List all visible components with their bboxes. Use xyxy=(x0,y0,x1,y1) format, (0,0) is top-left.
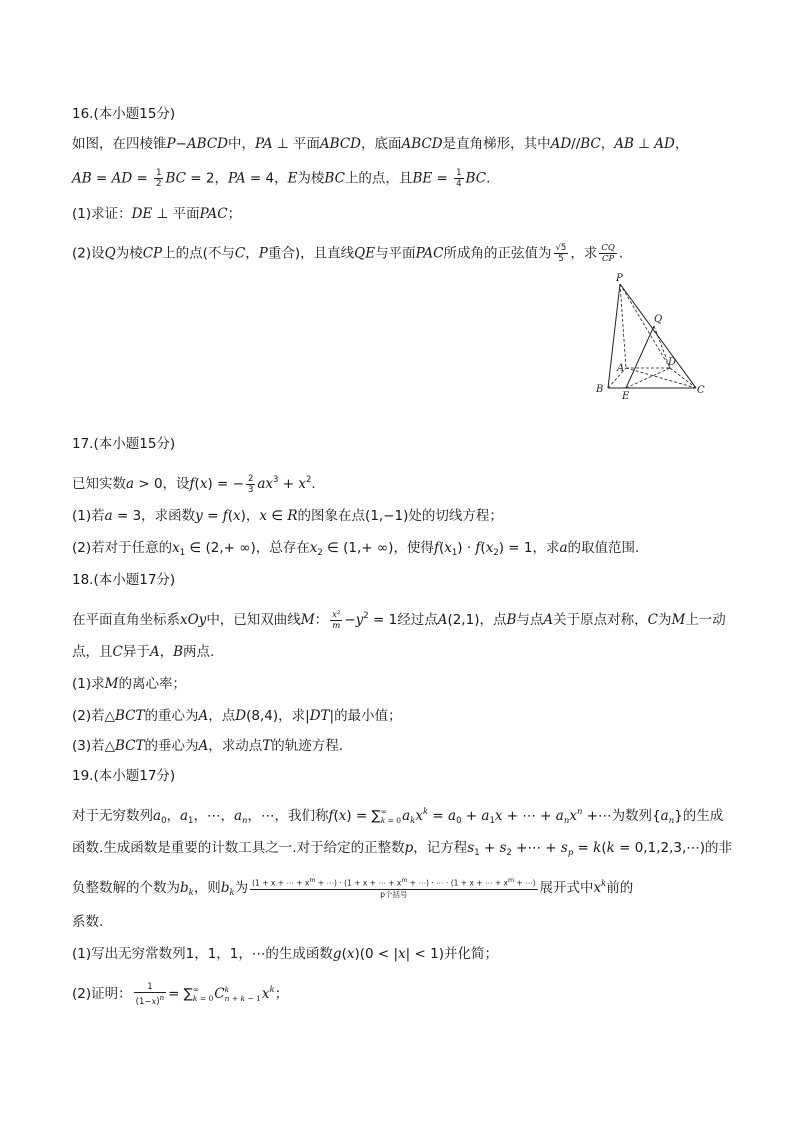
q16-part-1: (1)求证：DE ⊥ 平面PAC； xyxy=(72,206,242,222)
label-E: E xyxy=(622,391,630,402)
q16-line-2: AB = AD = $\frac{1}{2}$ BC = 2，PA = 4，E为棱BC上的点，且BE = $\frac{1}{4}$ BC. xyxy=(72,168,491,189)
q18-part-1: (1)求M的离心率； xyxy=(72,676,186,692)
q18-part-3: (3)若△BCT的垂心为A，求动点T的轨迹方程. xyxy=(72,738,344,754)
q19-line-1: 对于无穷数列$a_0$，$a_1$，⋯，$a_n$，⋯，我们称f(x) = ∑ ∞ k = 0 $a_kx^k = a_0 + a_1x$ + ⋯ + $a_nx^n$ +⋯为数列$\{a_n\}$的生成 xyxy=(72,807,724,826)
q16-part-2: (2)设Q为棱CP上的点(不与C，P重合)，且直线QE与平面PAC所成角的正弦值为 $\frac{√5}{5}$ ，求 $\frac{CQ}{CP}$ . xyxy=(72,243,624,264)
brace-product: (1 + x + ⋯ + $x^m$ + ⋯) · (1 + x + ⋯ + $x^m$ + ⋯) · ⋯ · (1 + x + ⋯ + $x^m$ + ⋯) p个括号 xyxy=(252,877,536,899)
q19-part-2: (2)证明： $\frac{1}{(1-x)^n}$ = ∑ ∞ k = 0 C k n + k − 1 $x^k$； xyxy=(72,981,289,1007)
label-C: C xyxy=(697,385,705,396)
label-Q: Q xyxy=(654,314,663,325)
q18-part-2: (2)若△BCT的重心为A，点D(8,4)，求|DT|的最小值； xyxy=(72,708,402,724)
label-B: B xyxy=(596,384,604,395)
q18-line-1: 在平面直角坐标系xOy中，已知双曲线M： $\frac{\text{x²}}{m}$ $-y^2 = 1$经过点A(2,1)，点B与点A关于原点对称，C为M上一动 xyxy=(72,609,726,631)
q19-line-2: 函数.生成函数是重要的计数工具之一.对于给定的正整数p，记方程$s_1 + s_2$ +⋯ + $s_p = k(k$ = 0,1,2,3,⋯)的非 xyxy=(72,840,733,858)
pyramid-diagram xyxy=(584,272,714,402)
q19-header: 19.(本小题17分) xyxy=(72,768,176,784)
q16-header: 16.(本小题15分) xyxy=(72,106,176,122)
q17-part-2: (2)若对于任意的$x_1$ ∈ (2,+ ∞)，总存在$x_2$ ∈ (1,+ ∞)，使得$f(x_1) \cdot f(x_2) = 1$，求a的取值范围. xyxy=(72,540,640,558)
q17-part-1: (1)若a = 3，求函数y = f(x)，x ∈ R的图象在点(1,−1)处的切线方程； xyxy=(72,508,503,524)
q18-header: 18.(本小题17分) xyxy=(72,572,176,588)
q19-line-3: 负整数解的个数为$b_k$，则$b_k$为 (1 + x + ⋯ + $x^m$ + ⋯) · (1 + x + ⋯ + $x^m$ + ⋯) · ⋯ · (1 + x + ⋯ + $x^m$ + ⋯) p个括号 展开式中$x^k$前的 xyxy=(72,877,634,899)
q19-part-1: (1)写出无穷常数列1，1，1，⋯的生成函数g(x)(0 < |x| < 1)并化简； xyxy=(72,946,498,962)
q16-line-1: 如图，在四棱锥P−ABCD中，PA ⊥ 平面ABCD，底面ABCD是直角梯形，其中AD//BC，AB ⊥ AD， xyxy=(72,136,689,152)
q19-line-4: 系数. xyxy=(72,914,104,930)
label-D: D xyxy=(668,357,677,368)
label-P: P xyxy=(616,273,623,284)
q17-header: 17.(本小题15分) xyxy=(72,436,176,452)
label-A: A xyxy=(617,363,625,374)
q17-line-1: 已知实数a > 0，设f(x) = − $\frac{2}{3}$ $ax^3 + x^2$. xyxy=(72,473,316,495)
q18-line-2: 点，且C异于A，B两点. xyxy=(72,644,215,660)
